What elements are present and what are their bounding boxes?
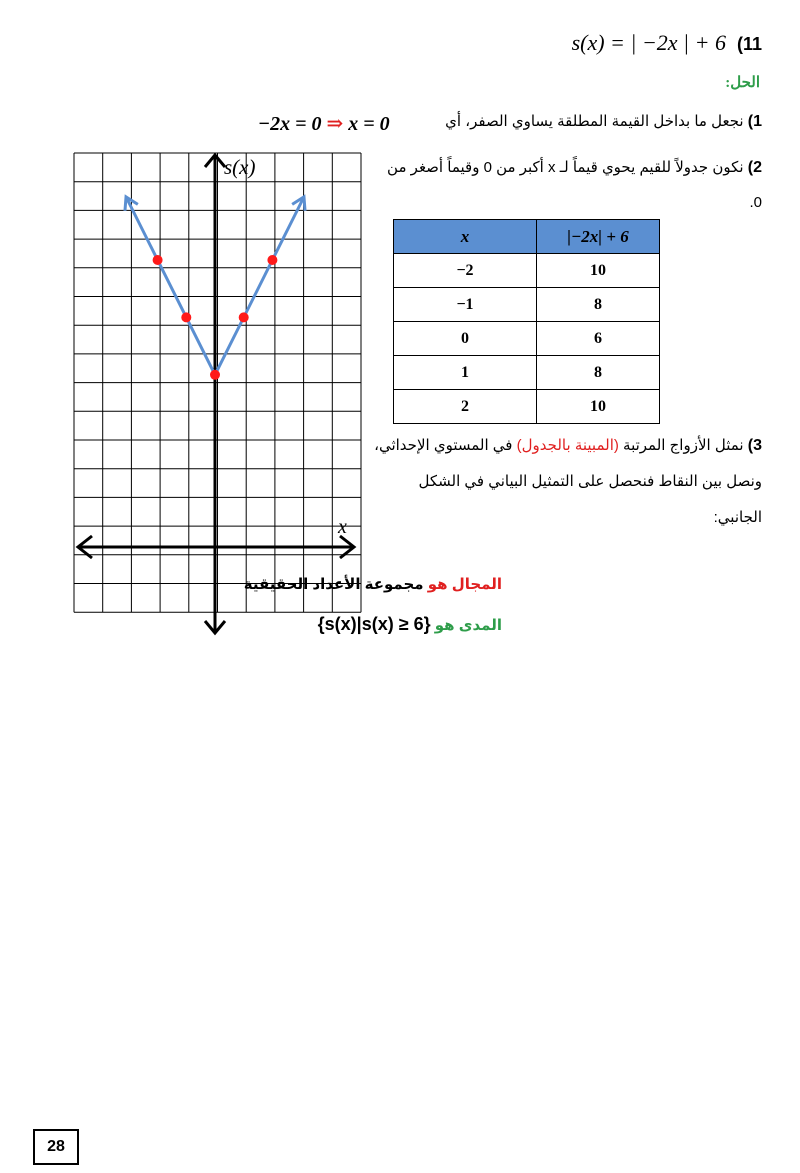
step-3-text-after: في المستوي الإحداثي، ونصل بين النقاط فنحصل على التمثيل البياني في الشكل الجانبي: — [374, 437, 762, 526]
table-cell-value: 8 — [537, 288, 660, 322]
axes — [78, 155, 354, 633]
values-table — [393, 219, 660, 424]
table-row — [394, 254, 660, 288]
table-cell-value: 8 — [537, 356, 660, 390]
domain-value: مجموعة الأعداد الحقيقية — [243, 576, 424, 593]
solution-label: الحل: — [725, 75, 760, 91]
step-2 — [372, 150, 762, 220]
data-point — [267, 255, 277, 265]
page-number: 28 — [33, 1129, 79, 1165]
data-point — [210, 370, 220, 380]
curve-right-branch — [215, 197, 304, 375]
table-row — [394, 390, 660, 424]
data-point — [153, 255, 163, 265]
table-cell-x: 1 — [394, 356, 537, 390]
grid — [74, 153, 361, 612]
domain-label: المجال هو — [427, 576, 502, 593]
table-cell-x: −2 — [394, 254, 537, 288]
table-cell-value: 10 — [537, 254, 660, 288]
y-axis-label: s(x) — [224, 155, 256, 179]
data-point — [181, 312, 191, 322]
implies-symbol: ⇒ — [326, 113, 344, 135]
function-graph — [70, 147, 370, 642]
table-cell-x: −1 — [394, 288, 537, 322]
step-1-number: 1) — [747, 113, 762, 130]
step-3 — [372, 428, 762, 536]
range-label: المدى هو — [434, 617, 502, 634]
curve-left-branch — [126, 197, 215, 375]
table-cell-value: 10 — [537, 390, 660, 424]
table-row — [394, 322, 660, 356]
data-point — [239, 312, 249, 322]
table-cell-x: 0 — [394, 322, 537, 356]
table-header-sx: |−2x| + 6 — [537, 220, 660, 254]
step-1-math-lhs: −2x = 0 — [258, 113, 322, 135]
step-2-text: نكون جدولاً للقيم يحوي قيماً لـ x أكبر من 0 وقيماً أصغر من 0. — [387, 159, 762, 211]
table-cell-value: 6 — [537, 322, 660, 356]
step-2-number: 2) — [747, 159, 762, 176]
table-cell-x: 2 — [394, 390, 537, 424]
problem-statement — [572, 30, 762, 56]
x-axis-label: x — [338, 516, 347, 538]
problem-number: (11 — [736, 34, 762, 54]
problem-expression: s(x) = | −2x | + 6 — [571, 30, 726, 55]
step-3-number: 3) — [747, 437, 762, 454]
step-1-math — [258, 111, 390, 136]
table-row — [394, 288, 660, 322]
table-row — [394, 356, 660, 390]
step-1 — [445, 112, 762, 131]
table-header-row — [394, 220, 660, 254]
step-3-highlight: (المبينة بالجدول) — [516, 437, 619, 454]
table-header-x: x — [394, 220, 537, 254]
step-1-math-rhs: x = 0 — [348, 113, 390, 135]
range-value: {s(x)|s(x) ≥ 6} — [317, 614, 431, 634]
step-3-text-before: نمثل الأزواج المرتبة — [623, 437, 744, 454]
step-1-text: نجعل ما بداخل القيمة المطلقة يساوي الصفر، أي — [445, 113, 744, 130]
